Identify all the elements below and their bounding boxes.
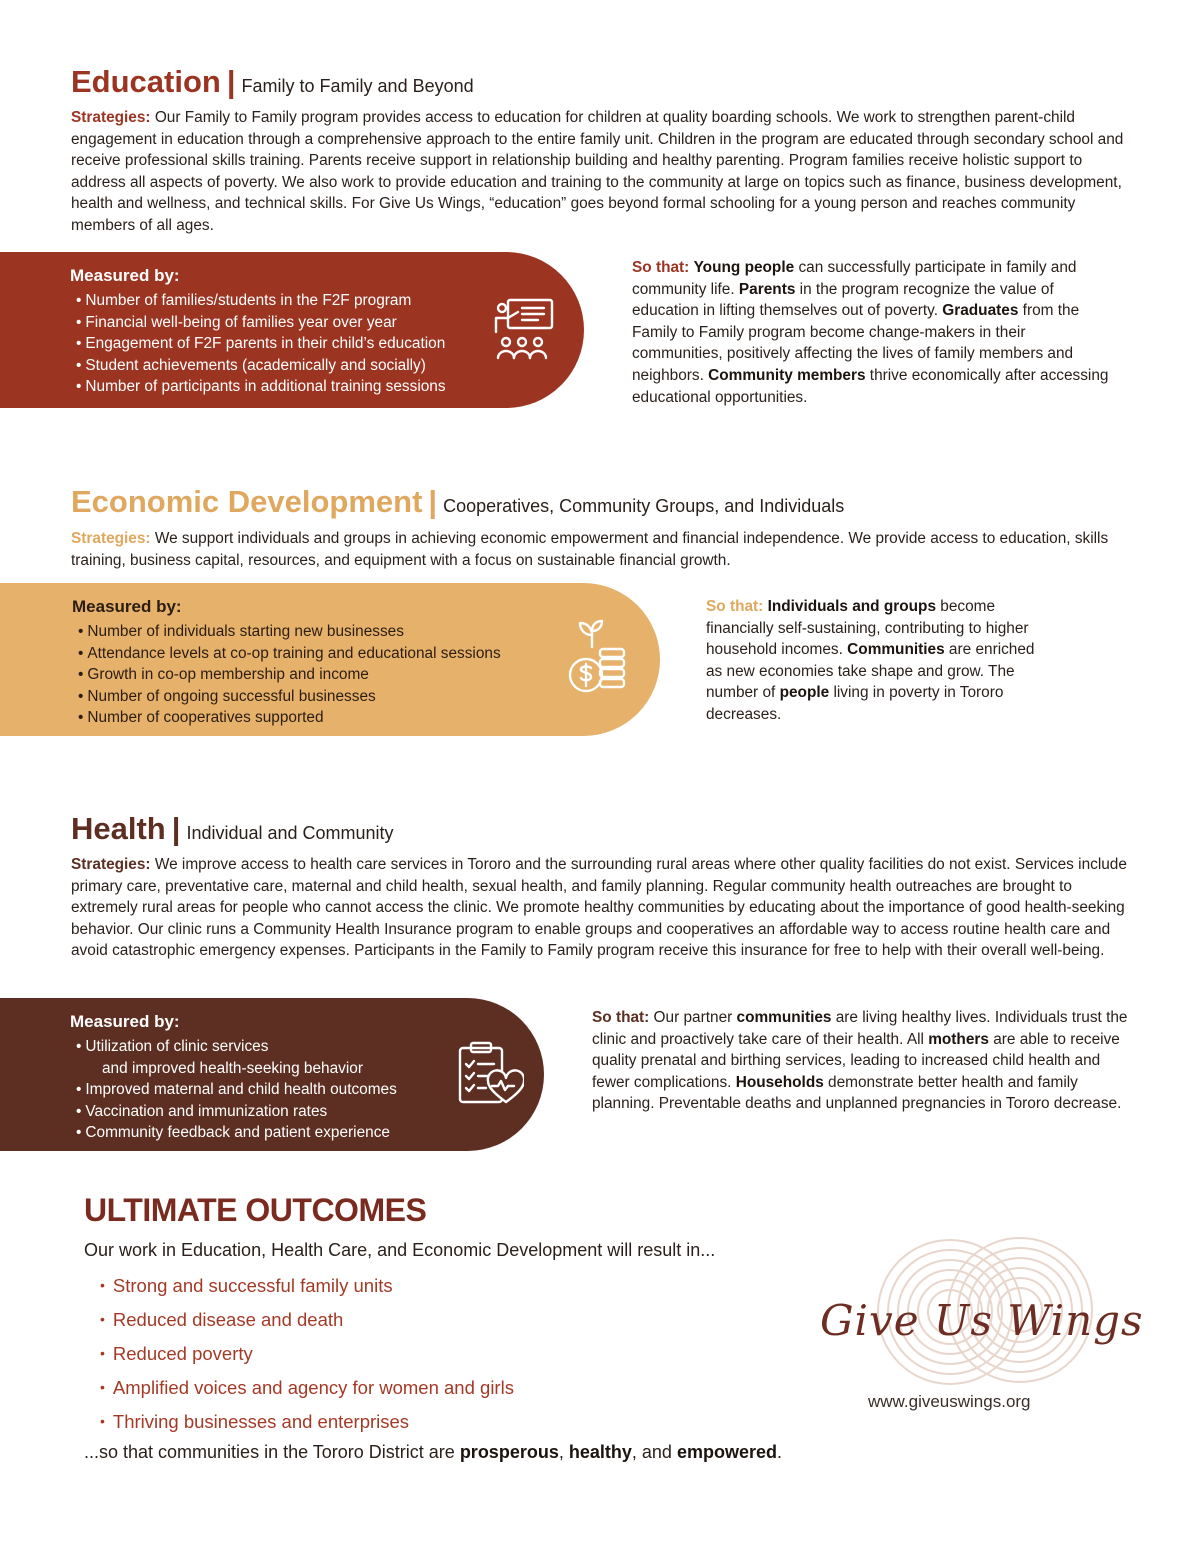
give-us-wings-logo: Give Us Wings xyxy=(820,1296,1144,1345)
so-that-text: people xyxy=(779,684,830,702)
list-item: • Improved maternal and child health outcomes xyxy=(76,1079,397,1101)
economic-title: Economic Development xyxy=(71,484,423,519)
list-item: and improved health-seeking behavior xyxy=(102,1059,363,1077)
education-measures-panel xyxy=(0,252,584,408)
so-that-label: So that: xyxy=(592,1009,650,1026)
so-that-text: Community members xyxy=(708,366,866,384)
list-item: • Number of cooperatives supported xyxy=(78,707,501,729)
so-that-text: demonstrate better health and family planning. Preventable deaths and unplanned pregnancies in Tororo decrease. xyxy=(592,1073,1122,1113)
list-item: • Amplified voices and agency for women and girls xyxy=(100,1374,514,1408)
strategies-text: We support individuals and groups in achieving economic empowerment and financial independence. We provide access to education, skills training, business capital, resources, and equipment with a focus on sustainable financial growth. xyxy=(71,530,1109,569)
health-measures-list xyxy=(76,1036,397,1144)
measured-by-title: Measured by: xyxy=(70,266,180,285)
strategies-label: Strategies: xyxy=(71,530,151,547)
list-item: • Reduced poverty xyxy=(100,1340,514,1374)
so-that-text: communities xyxy=(736,1009,832,1026)
list-item: • Community feedback and patient experience xyxy=(76,1122,397,1144)
education-so-that xyxy=(632,257,1112,408)
list-item: • Strong and successful family units xyxy=(100,1272,514,1306)
conclusion-text: ...so that communities in the Tororo District are xyxy=(84,1442,460,1462)
so-that-text: from the Family to Family program become change-makers in their communities, positively affecting the lives of family members and neighbors. xyxy=(632,302,1080,384)
heading-divider: | xyxy=(428,484,438,519)
list-item: • Growth in co-op membership and income xyxy=(78,664,501,686)
list-item: • Engagement of F2F parents in their child’s education xyxy=(76,333,446,355)
conclusion-text: healthy xyxy=(568,1442,632,1462)
list-item: • Financial well-being of families year over year xyxy=(76,312,446,334)
so-that-label: So that: xyxy=(632,259,690,276)
conclusion-text: empowered xyxy=(676,1442,777,1462)
list-item: • Attendance levels at co-op training and educational sessions xyxy=(78,643,501,665)
education-heading xyxy=(71,64,474,100)
conclusion-text: , xyxy=(558,1442,569,1462)
economic-heading xyxy=(71,484,844,520)
so-that-text: thrive economically after accessing educational opportunities. xyxy=(632,366,1109,406)
so-that-text: Communities xyxy=(847,641,945,659)
list-item: • Number of participants in additional training sessions xyxy=(76,376,446,398)
list-item: • Vaccination and immunization rates xyxy=(76,1101,397,1123)
list-item: • Number of families/students in the F2F program xyxy=(76,290,446,312)
so-that-text: Graduates xyxy=(942,302,1019,320)
conclusion-text: , and xyxy=(631,1442,677,1462)
so-that-text: are living healthy lives. Individuals trust the clinic and proactively take care of their health. All xyxy=(592,1009,1128,1048)
ultimate-outcomes-intro: Our work in Education, Health Care, and Economic Development will result in... xyxy=(84,1240,716,1260)
health-measures-panel xyxy=(0,998,544,1151)
economic-strategies xyxy=(71,528,1131,571)
strategies-text: Our Family to Family program provides access to education for children at quality boarding schools. We work to strengthen parent-child engagement in education through a comprehensive approach to the entire family unit. Children in the program are educated through secondary school and receive professional skills training. Parents receive support in relationship building and healthy parenting. Program families receive holistic support to address all aspects of poverty. We also work to provide education and training to the community at large on topics such as finance, business development, health and wellness, and technical skills. For Give Us Wings, “education” goes beyond formal schooling for a young person and reaches community members of all ages. xyxy=(71,109,1124,234)
so-that-text: Young people xyxy=(693,259,795,276)
education-measures-list xyxy=(76,290,446,398)
so-that-text: mothers xyxy=(928,1030,989,1048)
conclusion-text: prosperous xyxy=(459,1442,559,1462)
health-strategies xyxy=(71,854,1131,962)
list-item: • Reduced disease and death xyxy=(100,1306,514,1340)
list-item: • Utilization of clinic services xyxy=(76,1036,397,1058)
health-title: Health xyxy=(71,811,166,846)
economic-so-that xyxy=(706,596,1051,726)
measured-by-title: Measured by: xyxy=(70,1012,180,1031)
money-growth-icon xyxy=(564,619,630,695)
list-item: • Number of individuals starting new businesses xyxy=(78,621,501,643)
so-that-text: Our partner xyxy=(649,1009,737,1026)
so-that-text: are able to receive quality prenatal and birthing services, leading to increased child health and fewer complications. xyxy=(592,1030,1120,1091)
ultimate-outcomes-title: ULTIMATE OUTCOMES xyxy=(84,1192,427,1228)
so-that-text: can successfully participate in family and community life. xyxy=(632,259,1077,298)
measured-by-title: Measured by: xyxy=(72,597,182,616)
so-that-text: Households xyxy=(735,1073,824,1091)
education-strategies xyxy=(71,107,1131,237)
ultimate-outcomes-list xyxy=(100,1272,514,1442)
strategies-text: We improve access to health care services in Tororo and the surrounding rural areas where other quality facilities do not exist. Services include primary care, preventative care, maternal and child health, sexual health, and family planning. Regular community health outreaches are brought to extremely rural areas for people who cannot access the clinic. We promote healthy communities by educating about the importance of good health-seeking behavior. Our clinic runs a Community Health Insurance program to enable groups and cooperatives an affordable way to access routine health care and avoid catastrophic emergency expenses. Participants in the Family to Family program receive this insurance for free to help with their overall well-being. xyxy=(71,856,1127,960)
so-that-text: Parents xyxy=(738,280,796,298)
economic-subtitle: Cooperatives, Community Groups, and Individuals xyxy=(443,496,845,516)
list-item: • Student achievements (academically and socially) xyxy=(76,355,446,377)
education-title: Education xyxy=(71,64,221,99)
ultimate-outcomes-conclusion xyxy=(84,1442,782,1463)
education-subtitle: Family to Family and Beyond xyxy=(241,76,474,96)
economic-measures-panel xyxy=(0,583,660,736)
so-that-label: So that: xyxy=(706,598,764,615)
so-that-text: Individuals and groups xyxy=(767,598,937,615)
economic-measures-list xyxy=(78,621,501,729)
so-that-text: are enriched as new economies take shape and grow. The number of xyxy=(706,641,1035,702)
list-item: • Thriving businesses and enterprises xyxy=(100,1408,514,1442)
list-item: • Number of ongoing successful businesses xyxy=(78,686,501,708)
health-so-that xyxy=(592,1007,1132,1115)
teacher-classroom-icon xyxy=(492,296,556,362)
so-that-text: in the program recognize the value of education in lifting themselves out of poverty. xyxy=(632,280,1054,320)
strategies-label: Strategies: xyxy=(71,109,151,126)
so-that-text: become financially self-sustaining, contributing to higher household incomes. xyxy=(706,598,1029,659)
conclusion-text: . xyxy=(776,1442,782,1462)
heading-divider: | xyxy=(171,811,181,846)
health-heading xyxy=(71,811,394,847)
website-url[interactable]: www.giveuswings.org xyxy=(868,1392,1031,1411)
health-subtitle: Individual and Community xyxy=(186,823,394,843)
health-checklist-icon xyxy=(456,1040,524,1106)
so-that-text: living in poverty in Tororo decreases. xyxy=(706,684,1004,723)
strategies-label: Strategies: xyxy=(71,856,151,873)
heading-divider: | xyxy=(226,64,236,99)
